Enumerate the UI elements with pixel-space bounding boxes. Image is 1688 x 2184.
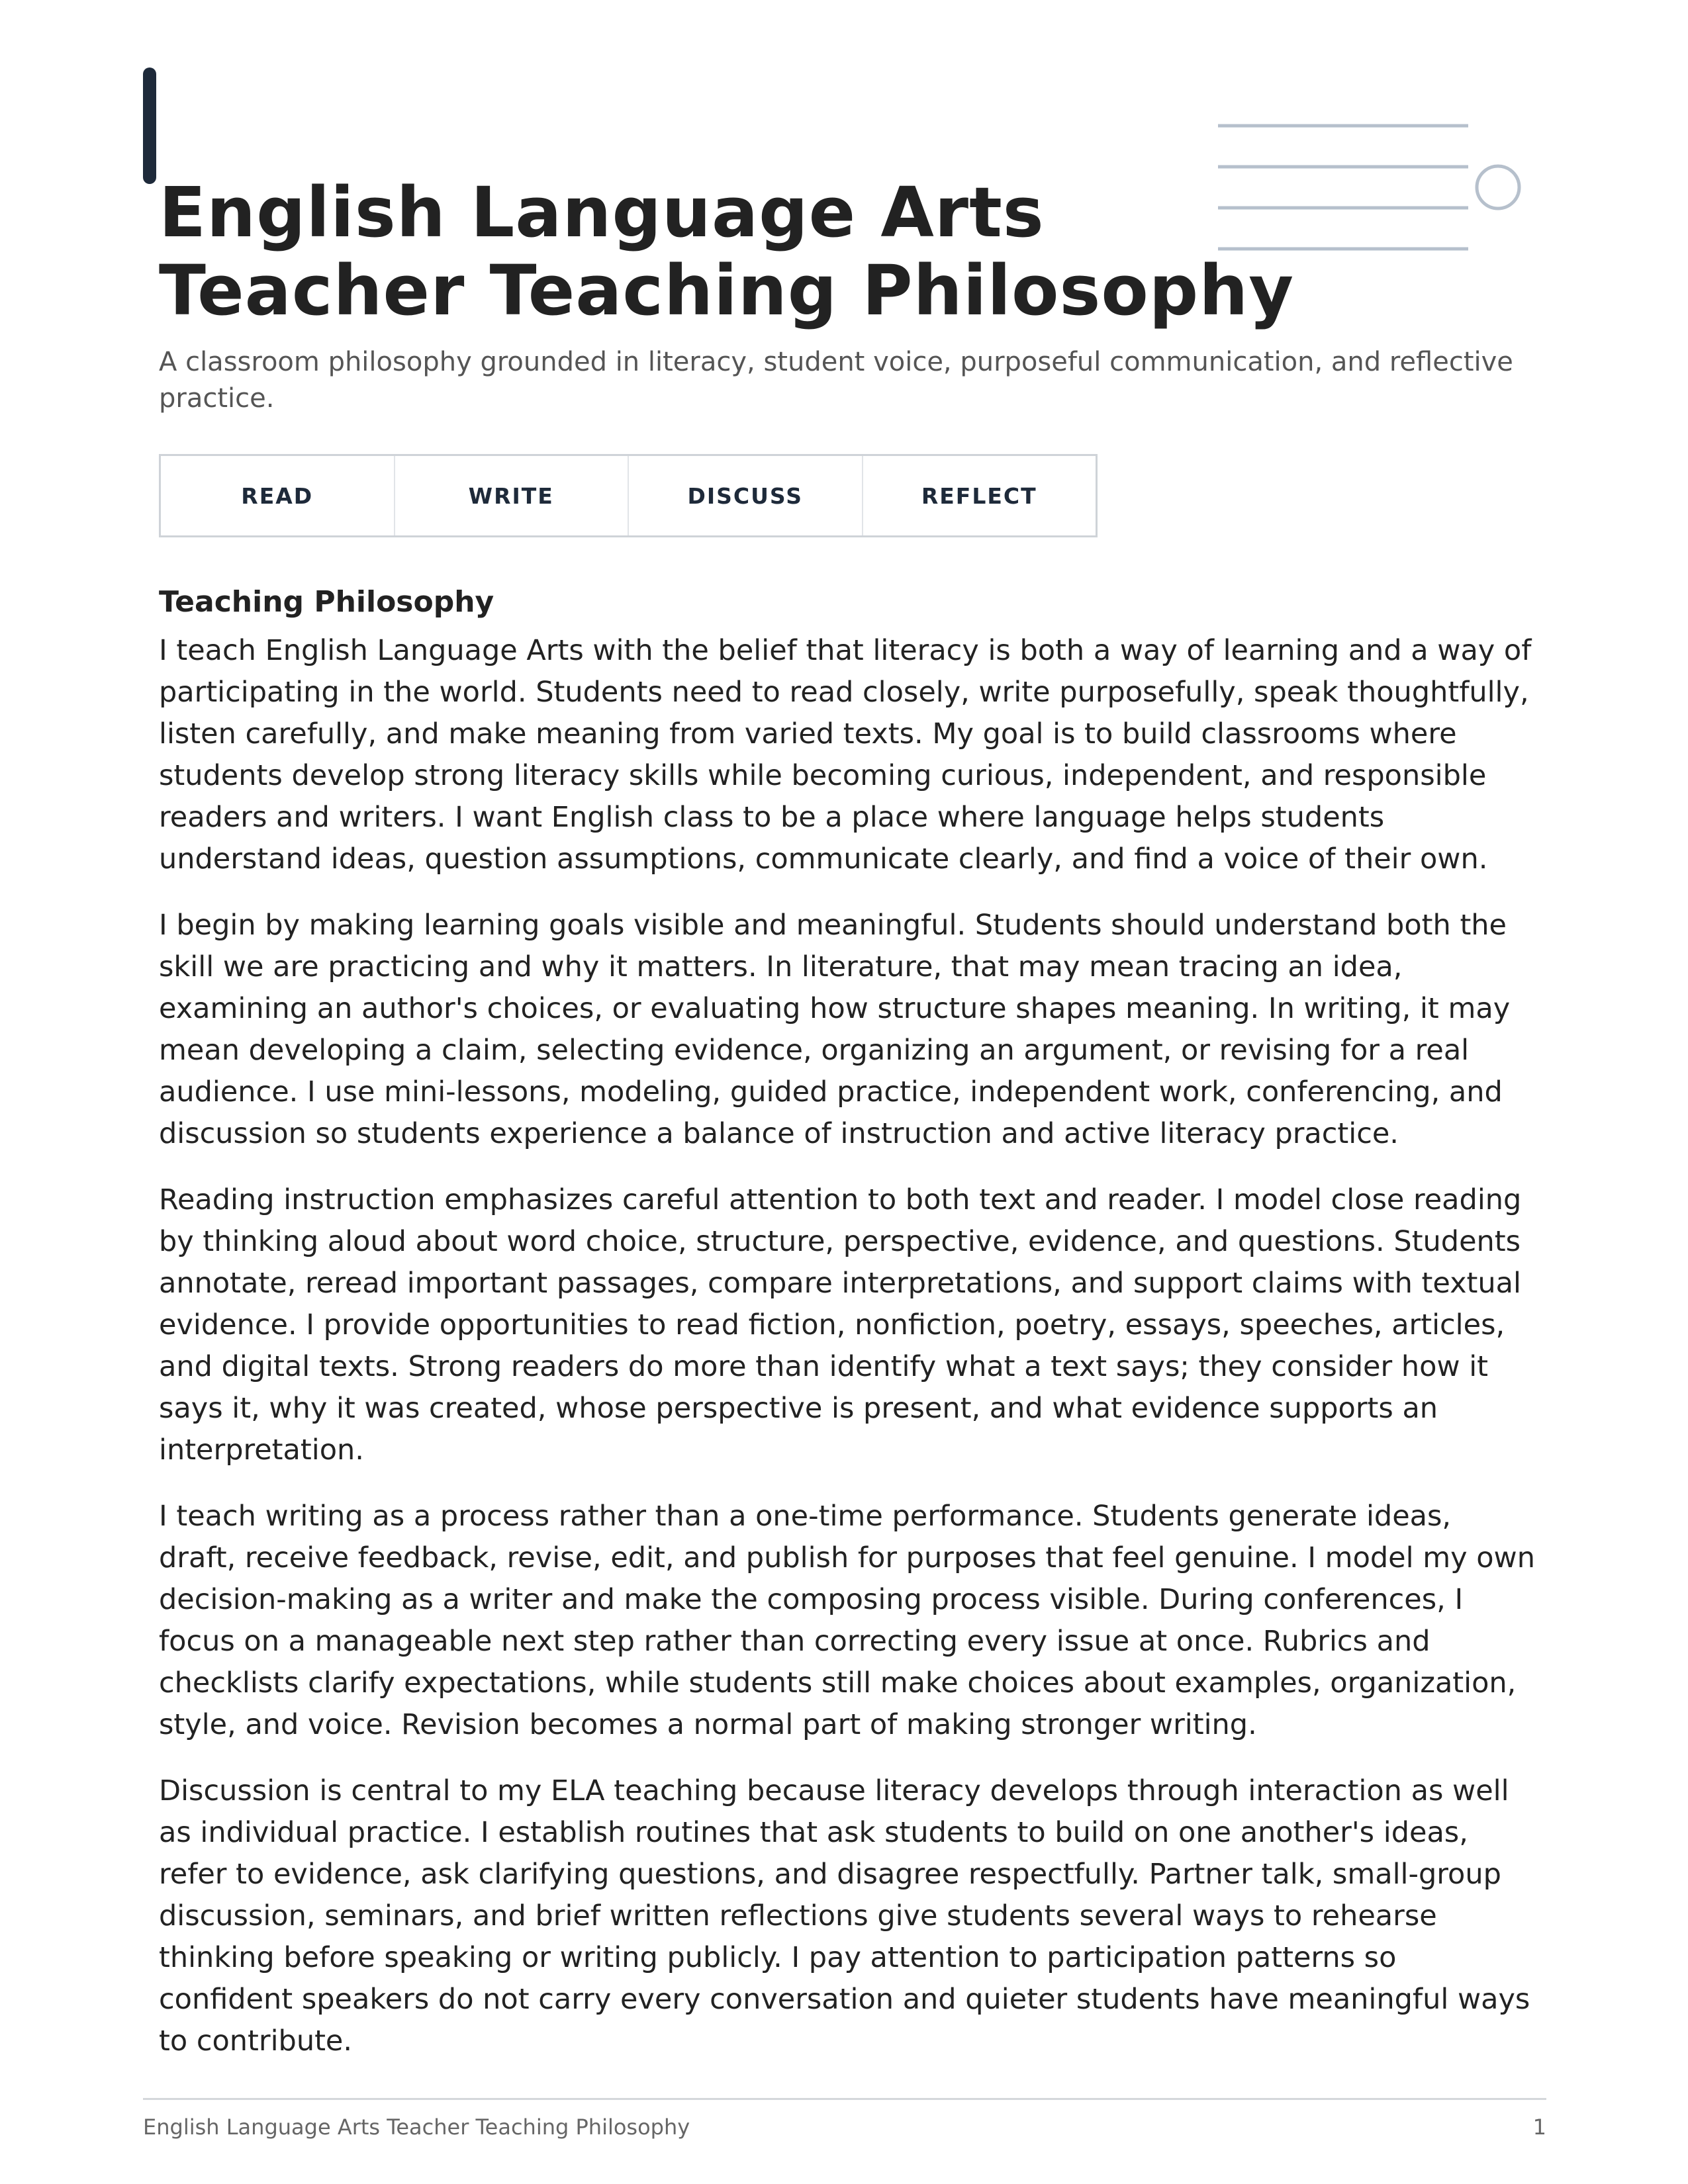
tab-reflect: REFLECT	[921, 482, 1037, 509]
theme-tabs	[159, 454, 1098, 537]
paragraph: Reading instruction emphasizes careful attention to both text and reader. I model close reading by thinking aloud about word choice, structure, perspective, evidence, and questions. Students annotate, reread important passages, compare interpretations, and support claims with textual evidence. I provide opportunities to read fiction, nonfiction, poetry, essays, speeches, articles, and digital texts. Strong readers do more than identify what a text says; they consider how it says it, why it was created, whose perspective is present, and what evidence supports an interpretation.	[159, 1183, 1522, 1467]
footer-divider	[143, 2098, 1546, 2100]
title-line-2: Teacher Teaching Philosophy	[159, 250, 1295, 331]
paragraph: I begin by making learning goals visible and meaningful. Students should understand both the skill we are practicing and why it matters. In literature, that may mean tracing an idea, examining an author's choices, or evaluating how structure shapes meaning. In writing, it may mean developing a claim, selecting evidence, organizing an argument, or revising for a real audience. I use mini-lessons, modeling, guided practice, independent work, conferencing, and discussion so students experience a balance of instruction and active literacy practice.	[159, 909, 1511, 1150]
section-heading: Teaching Philosophy	[159, 585, 494, 619]
footer-title: English Language Arts Teacher Teaching Philosophy	[143, 2115, 690, 2140]
page-subtitle: A classroom philosophy grounded in literacy, student voice, purposeful communication, and reflective practice.	[159, 347, 1513, 414]
tab-discuss: DISCUSS	[629, 456, 863, 535]
accent-bar	[143, 68, 156, 184]
paragraph: I teach writing as a process rather than a one-time performance. Students generate ideas, draft, receive feedback, revise, edit, and publish for purposes that feel genuine. I model my own decision-making as a writer and make the composing process visible. During conferences, I focus on a manageable next step rather than correcting every issue at once. Rubrics and checklists clarify expectations, while students still make choices about examples, organization, style, and voice. Revision becomes a normal part of making stronger writing.	[159, 1500, 1535, 1741]
paragraph: I teach English Language Arts with the belief that literacy is both a way of learning and a way of participating in the world. Students need to read closely, write purposefully, speak thoughtfully, listen carefully, and make meaning from varied texts. My goal is to build classrooms where students develop strong literacy skills while becoming curious, independent, and responsible readers and writers. I want English class to be a place where language helps students understand ideas, question assumptions, communicate clearly, and find a voice of their own.	[159, 634, 1532, 876]
section-body	[159, 630, 1536, 2087]
tab-read: READ	[161, 456, 395, 535]
title-line-1: English Language Arts	[159, 172, 1045, 253]
page-number: 1	[1532, 2115, 1546, 2140]
tab-write: WRITE	[395, 456, 630, 535]
page-title	[159, 173, 1350, 330]
paragraph: Discussion is central to my ELA teaching because literacy develops through interaction as well as individual practice. I establish routines that ask students to build on one another's ideas, refer to evidence, ask clarifying questions, and disagree respectfully. Partner talk, small-group discussion, seminars, and brief written reflections give students several ways to rehearse thinking before speaking or writing publicly. I pay attention to participation patterns so confident speakers do not carry every conversation and quieter students have meaningful ways to contribute.	[159, 1774, 1530, 2058]
